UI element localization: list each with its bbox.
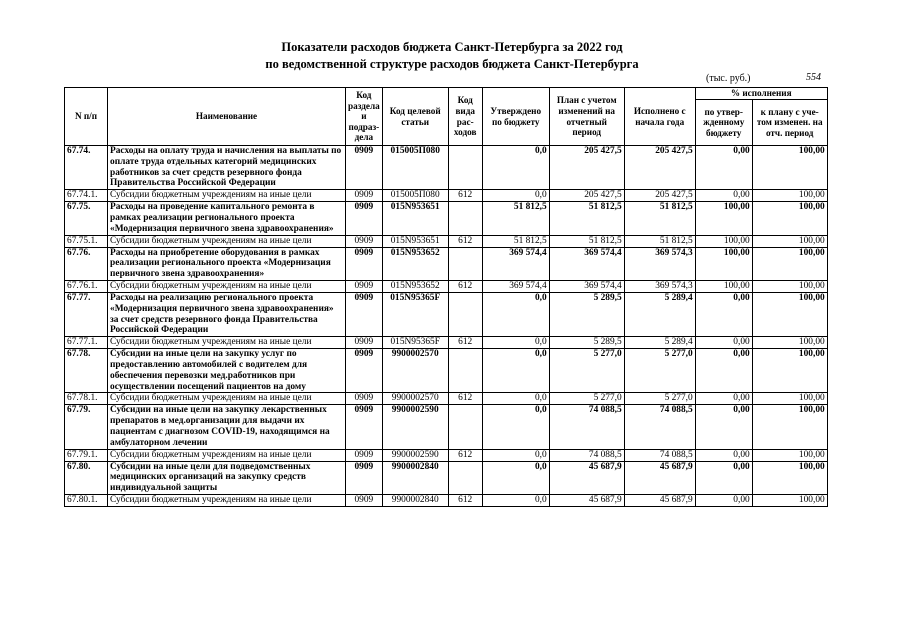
row-pct-budget: 0,00	[695, 190, 752, 202]
table-row	[65, 337, 828, 349]
header-target: Код целевой статьи	[382, 88, 448, 146]
row-executed: 5 289,4	[624, 337, 695, 349]
row-section-code: 0909	[346, 202, 383, 235]
row-pct-plan: 100,00	[752, 235, 827, 247]
row-pct-plan: 100,00	[752, 405, 827, 449]
row-name: Субсидии бюджетным учреждениям на иные цели	[108, 190, 346, 202]
row-target-code: 015005П080	[382, 190, 448, 202]
row-target-code: 9900002570	[382, 349, 448, 393]
row-pct-plan: 100,00	[752, 337, 827, 349]
row-pct-budget: 100,00	[695, 247, 752, 280]
row-approved: 0,0	[482, 146, 549, 190]
row-executed: 205 427,5	[624, 146, 695, 190]
row-pct-plan: 100,00	[752, 393, 827, 405]
row-kind-code: 612	[448, 393, 482, 405]
row-plan: 205 427,5	[549, 190, 624, 202]
row-kind-code: 612	[448, 235, 482, 247]
row-pct-budget: 0,00	[695, 494, 752, 506]
row-kind-code	[448, 349, 482, 393]
row-plan: 5 289,5	[549, 337, 624, 349]
row-plan: 369 574,4	[549, 280, 624, 292]
table-row	[65, 461, 828, 494]
row-executed: 369 574,3	[624, 280, 695, 292]
row-kind-code	[448, 461, 482, 494]
row-pct-budget: 0,00	[695, 292, 752, 336]
row-num: 67.80.1.	[65, 494, 108, 506]
row-approved: 369 574,4	[482, 280, 549, 292]
header-executed: Исполнено с начала года	[624, 88, 695, 146]
row-pct-budget: 100,00	[695, 235, 752, 247]
row-kind-code: 612	[448, 449, 482, 461]
row-kind-code	[448, 146, 482, 190]
row-section-code: 0909	[346, 405, 383, 449]
row-kind-code: 612	[448, 337, 482, 349]
row-executed: 5 289,4	[624, 292, 695, 336]
row-pct-plan: 100,00	[752, 449, 827, 461]
row-kind-code	[448, 292, 482, 336]
report-title-line1: Показатели расходов бюджета Санкт-Петербурга за 2022 год	[281, 40, 623, 54]
table-row	[65, 405, 828, 449]
row-name: Субсидии бюджетным учреждениям на иные цели	[108, 235, 346, 247]
row-name: Субсидии бюджетным учреждениям на иные цели	[108, 449, 346, 461]
row-section-code: 0909	[346, 280, 383, 292]
row-pct-plan: 100,00	[752, 292, 827, 336]
row-target-code: 9900002590	[382, 405, 448, 449]
row-kind-code	[448, 405, 482, 449]
header-section: Код раздела и подраз-дела	[346, 88, 383, 146]
row-name: Субсидии на иные цели для подведомственных медицинских организаций на закупку средств индивидуальной защиты	[108, 461, 346, 494]
row-approved: 369 574,4	[482, 247, 549, 280]
row-name: Расходы на реализацию регионального проекта «Модернизация первичного звена здравоохранения» за счет средств резервного фонда Правительства Российской Федерации	[108, 292, 346, 336]
row-name: Субсидии на иные цели на закупку лекарственных препаратов в мед.организации для выдачи их пациентам с диагнозом COVID-19, находящимся на амбулаторном лечении	[108, 405, 346, 449]
row-section-code: 0909	[346, 247, 383, 280]
row-name: Субсидии на иные цели на закупку услуг по предоставлению автомобилей с водителем для обеспечения перевозки мед.работников при осуществлении посещений пациентов на дому	[108, 349, 346, 393]
row-target-code: 015N95365F	[382, 337, 448, 349]
row-kind-code	[448, 247, 482, 280]
expense-table	[64, 87, 828, 507]
row-pct-plan: 100,00	[752, 146, 827, 190]
row-pct-budget: 0,00	[695, 449, 752, 461]
row-executed: 45 687,9	[624, 461, 695, 494]
row-plan: 5 277,0	[549, 393, 624, 405]
row-kind-code: 612	[448, 190, 482, 202]
page-number: 554	[806, 72, 821, 83]
row-pct-budget: 0,00	[695, 393, 752, 405]
header-name: Наименование	[108, 88, 346, 146]
row-pct-budget: 0,00	[695, 349, 752, 393]
row-num: 67.74.1.	[65, 190, 108, 202]
table-row	[65, 247, 828, 280]
row-target-code: 9900002840	[382, 494, 448, 506]
row-plan: 51 812,5	[549, 202, 624, 235]
table-row	[65, 449, 828, 461]
row-approved: 0,0	[482, 393, 549, 405]
row-pct-plan: 100,00	[752, 349, 827, 393]
row-plan: 74 088,5	[549, 449, 624, 461]
row-name: Субсидии бюджетным учреждениям на иные цели	[108, 393, 346, 405]
row-num: 67.78.	[65, 349, 108, 393]
row-target-code: 9900002570	[382, 393, 448, 405]
row-section-code: 0909	[346, 494, 383, 506]
row-approved: 0,0	[482, 349, 549, 393]
row-num: 67.77.1.	[65, 337, 108, 349]
row-section-code: 0909	[346, 146, 383, 190]
row-target-code: 015N953651	[382, 202, 448, 235]
row-plan: 74 088,5	[549, 405, 624, 449]
row-num: 67.79.	[65, 405, 108, 449]
row-pct-budget: 0,00	[695, 405, 752, 449]
table-body	[65, 146, 828, 507]
row-name: Расходы на оплату труда и начисления на выплаты по оплате труда отдельных категорий медицинских работников за счет средств резервного фонда Правительства Российской Федерации	[108, 146, 346, 190]
row-target-code: 9900002840	[382, 461, 448, 494]
row-executed: 51 812,5	[624, 202, 695, 235]
row-executed: 369 574,3	[624, 247, 695, 280]
row-target-code: 015N953651	[382, 235, 448, 247]
row-num: 67.75.	[65, 202, 108, 235]
row-name: Расходы на приобретение оборудования в рамках реализации регионального проекта «Модернизация первичного звена здравоохранения»	[108, 247, 346, 280]
row-executed: 74 088,5	[624, 449, 695, 461]
header-num: N п/п	[65, 88, 108, 146]
row-target-code: 015N953652	[382, 247, 448, 280]
row-num: 67.77.	[65, 292, 108, 336]
row-pct-plan: 100,00	[752, 190, 827, 202]
row-target-code: 9900002590	[382, 449, 448, 461]
row-approved: 0,0	[482, 337, 549, 349]
header-pct-group: % исполнения	[695, 88, 827, 100]
row-plan: 205 427,5	[549, 146, 624, 190]
row-section-code: 0909	[346, 349, 383, 393]
table-row	[65, 349, 828, 393]
table-row	[65, 393, 828, 405]
row-section-code: 0909	[346, 190, 383, 202]
row-pct-plan: 100,00	[752, 280, 827, 292]
row-name: Расходы на проведение капитального ремонта в рамках реализации регионального проекта «Модернизация первичного звена здравоохранения»	[108, 202, 346, 235]
row-pct-budget: 0,00	[695, 337, 752, 349]
row-executed: 51 812,5	[624, 235, 695, 247]
row-num: 67.79.1.	[65, 449, 108, 461]
row-executed: 45 687,9	[624, 494, 695, 506]
row-executed: 74 088,5	[624, 405, 695, 449]
row-plan: 45 687,9	[549, 494, 624, 506]
header-approved: Утверждено по бюджету	[482, 88, 549, 146]
row-approved: 0,0	[482, 449, 549, 461]
row-approved: 0,0	[482, 494, 549, 506]
row-kind-code: 612	[448, 280, 482, 292]
row-pct-plan: 100,00	[752, 247, 827, 280]
table-row	[65, 494, 828, 506]
row-section-code: 0909	[346, 292, 383, 336]
row-approved: 0,0	[482, 292, 549, 336]
table-row	[65, 280, 828, 292]
row-section-code: 0909	[346, 449, 383, 461]
row-plan: 45 687,9	[549, 461, 624, 494]
row-target-code: 015005П080	[382, 146, 448, 190]
row-num: 67.76.1.	[65, 280, 108, 292]
header-kind: Код вида рас-ходов	[448, 88, 482, 146]
row-plan: 5 289,5	[549, 292, 624, 336]
row-executed: 5 277,0	[624, 349, 695, 393]
row-approved: 0,0	[482, 405, 549, 449]
table-row	[65, 190, 828, 202]
header-pct-plan: к плану с уче-том изменен. на отч. период	[752, 100, 827, 146]
row-executed: 5 277,0	[624, 393, 695, 405]
row-kind-code	[448, 202, 482, 235]
row-name: Субсидии бюджетным учреждениям на иные цели	[108, 337, 346, 349]
row-approved: 0,0	[482, 190, 549, 202]
header-plan: План с учетом изменений на отчетный период	[549, 88, 624, 146]
row-plan: 51 812,5	[549, 235, 624, 247]
row-num: 67.80.	[65, 461, 108, 494]
table-row	[65, 146, 828, 190]
row-pct-plan: 100,00	[752, 494, 827, 506]
row-pct-budget: 0,00	[695, 146, 752, 190]
row-target-code: 015N953652	[382, 280, 448, 292]
table-row	[65, 202, 828, 235]
row-pct-plan: 100,00	[752, 202, 827, 235]
row-name: Субсидии бюджетным учреждениям на иные цели	[108, 280, 346, 292]
row-num: 67.78.1.	[65, 393, 108, 405]
row-section-code: 0909	[346, 235, 383, 247]
table-row	[65, 235, 828, 247]
row-section-code: 0909	[346, 461, 383, 494]
report-title-line2: по ведомственной структуре расходов бюджета Санкт-Петербурга	[265, 57, 639, 71]
row-approved: 51 812,5	[482, 202, 549, 235]
header-pct-budget: по утвер-жденному бюджету	[695, 100, 752, 146]
row-pct-budget: 100,00	[695, 280, 752, 292]
row-pct-budget: 100,00	[695, 202, 752, 235]
row-executed: 205 427,5	[624, 190, 695, 202]
row-plan: 369 574,4	[549, 247, 624, 280]
row-pct-budget: 0,00	[695, 461, 752, 494]
row-approved: 0,0	[482, 461, 549, 494]
row-num: 67.75.1.	[65, 235, 108, 247]
row-target-code: 015N95365F	[382, 292, 448, 336]
row-section-code: 0909	[346, 393, 383, 405]
row-approved: 51 812,5	[482, 235, 549, 247]
row-pct-plan: 100,00	[752, 461, 827, 494]
row-name: Субсидии бюджетным учреждениям на иные цели	[108, 494, 346, 506]
unit-label: (тыс. руб.)	[706, 73, 751, 84]
row-num: 67.76.	[65, 247, 108, 280]
row-plan: 5 277,0	[549, 349, 624, 393]
row-kind-code: 612	[448, 494, 482, 506]
table-row	[65, 292, 828, 336]
row-num: 67.74.	[65, 146, 108, 190]
row-section-code: 0909	[346, 337, 383, 349]
